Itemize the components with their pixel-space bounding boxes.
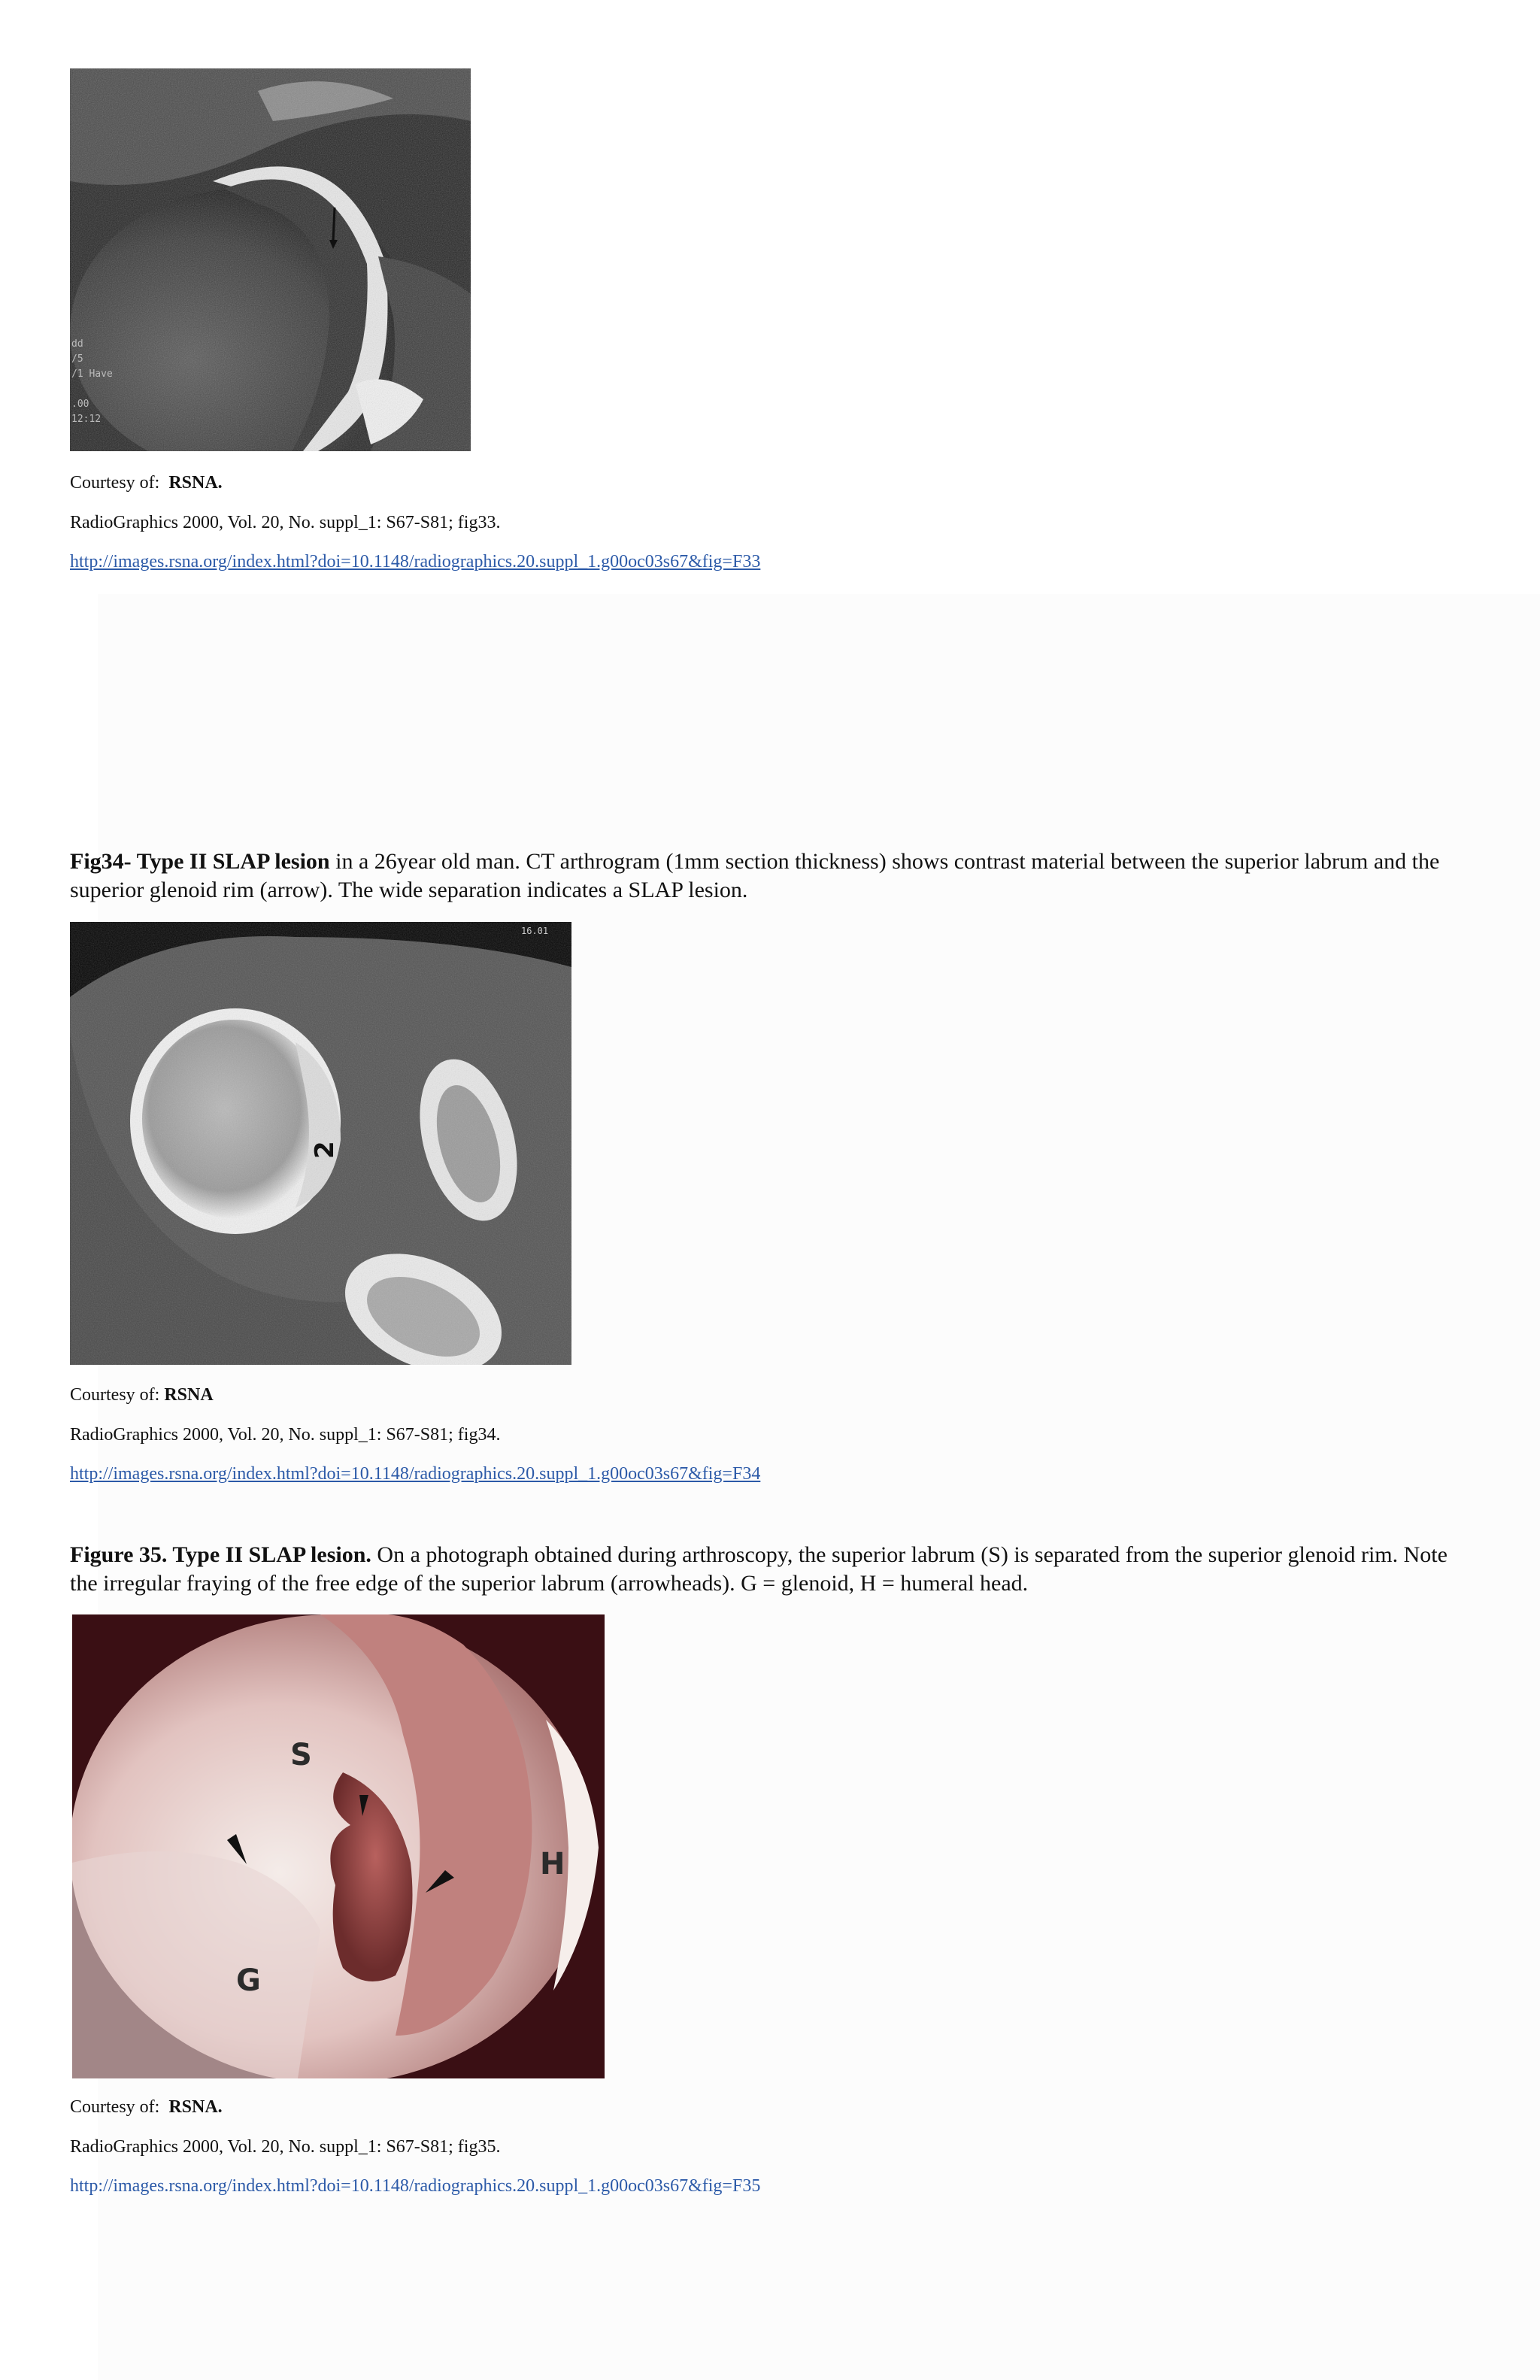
fig33-courtesy-source: RSNA. — [168, 473, 223, 493]
fig35-citation: RadioGraphics 2000, Vol. 20, No. suppl_1: S67-S81; fig35. — [70, 2137, 501, 2157]
fig34-link[interactable]: http://images.rsna.org/index.html?doi=10.1148/radiographics.20.suppl_1.g00oc03s67&fig=F34 — [70, 1464, 761, 1484]
fig35-label-s: S — [290, 1738, 312, 1772]
fig34-courtesy-source: RSNA — [164, 1385, 214, 1405]
fig35-caption: Figure 35. Type II SLAP lesion. On a photograph obtained during arthroscopy, the superior labrum (S) is separated from the superior glenoid rim. Note the irregular fraying of the free edge of the superior labrum (arrowheads). G = glenoid, H = humeral head. — [70, 1542, 1448, 1596]
fig34-caption: Fig34- Type II SLAP lesion in a 26year old man. CT arthrogram (1mm section thickness) shows contrast material between the superior labrum and the superior glenoid rim (arrow). The wide separation indicates a SLAP lesion. — [70, 849, 1440, 902]
fig35-courtesy: Courtesy of: RSNA. — [70, 2097, 223, 2117]
fig35-courtesy-source: RSNA. — [168, 2097, 223, 2117]
fig35-image — [72, 1614, 605, 2078]
fig33-citation: RadioGraphics 2000, Vol. 20, No. suppl_1: S67-S81; fig33. — [70, 513, 501, 532]
fig34-image — [70, 922, 571, 1365]
svg-text:/5: /5 — [71, 353, 83, 365]
fig34-caption-title: Fig34- Type II SLAP lesion — [70, 849, 330, 874]
fig35-label-h: H — [540, 1847, 565, 1881]
svg-text:16.01: 16.01 — [521, 926, 549, 936]
fig34-image-label: 2 — [310, 1141, 340, 1159]
fig33-link[interactable]: http://images.rsna.org/index.html?doi=10.1148/radiographics.20.suppl_1.g00oc03s67&fig=F33 — [70, 552, 761, 572]
svg-text:/1 Have: /1 Have — [71, 368, 113, 380]
svg-text:12:12: 12:12 — [71, 414, 102, 425]
fig34-citation: RadioGraphics 2000, Vol. 20, No. suppl_1: S67-S81; fig34. — [70, 1425, 501, 1445]
svg-text:dd: dd — [71, 338, 83, 350]
fig34-courtesy: Courtesy of: RSNA — [70, 1385, 214, 1405]
fig33-image — [70, 68, 471, 451]
fig35-caption-title: Figure 35. Type II SLAP lesion. — [70, 1542, 371, 1567]
fig35-link[interactable]: http://images.rsna.org/index.html?doi=10.1148/radiographics.20.suppl_1.g00oc03s67&fig=F35 — [70, 2176, 761, 2196]
fig33-courtesy: Courtesy of: RSNA. — [70, 473, 223, 493]
fig35-label-g: G — [236, 1963, 261, 1998]
svg-text:.00: .00 — [71, 399, 89, 410]
